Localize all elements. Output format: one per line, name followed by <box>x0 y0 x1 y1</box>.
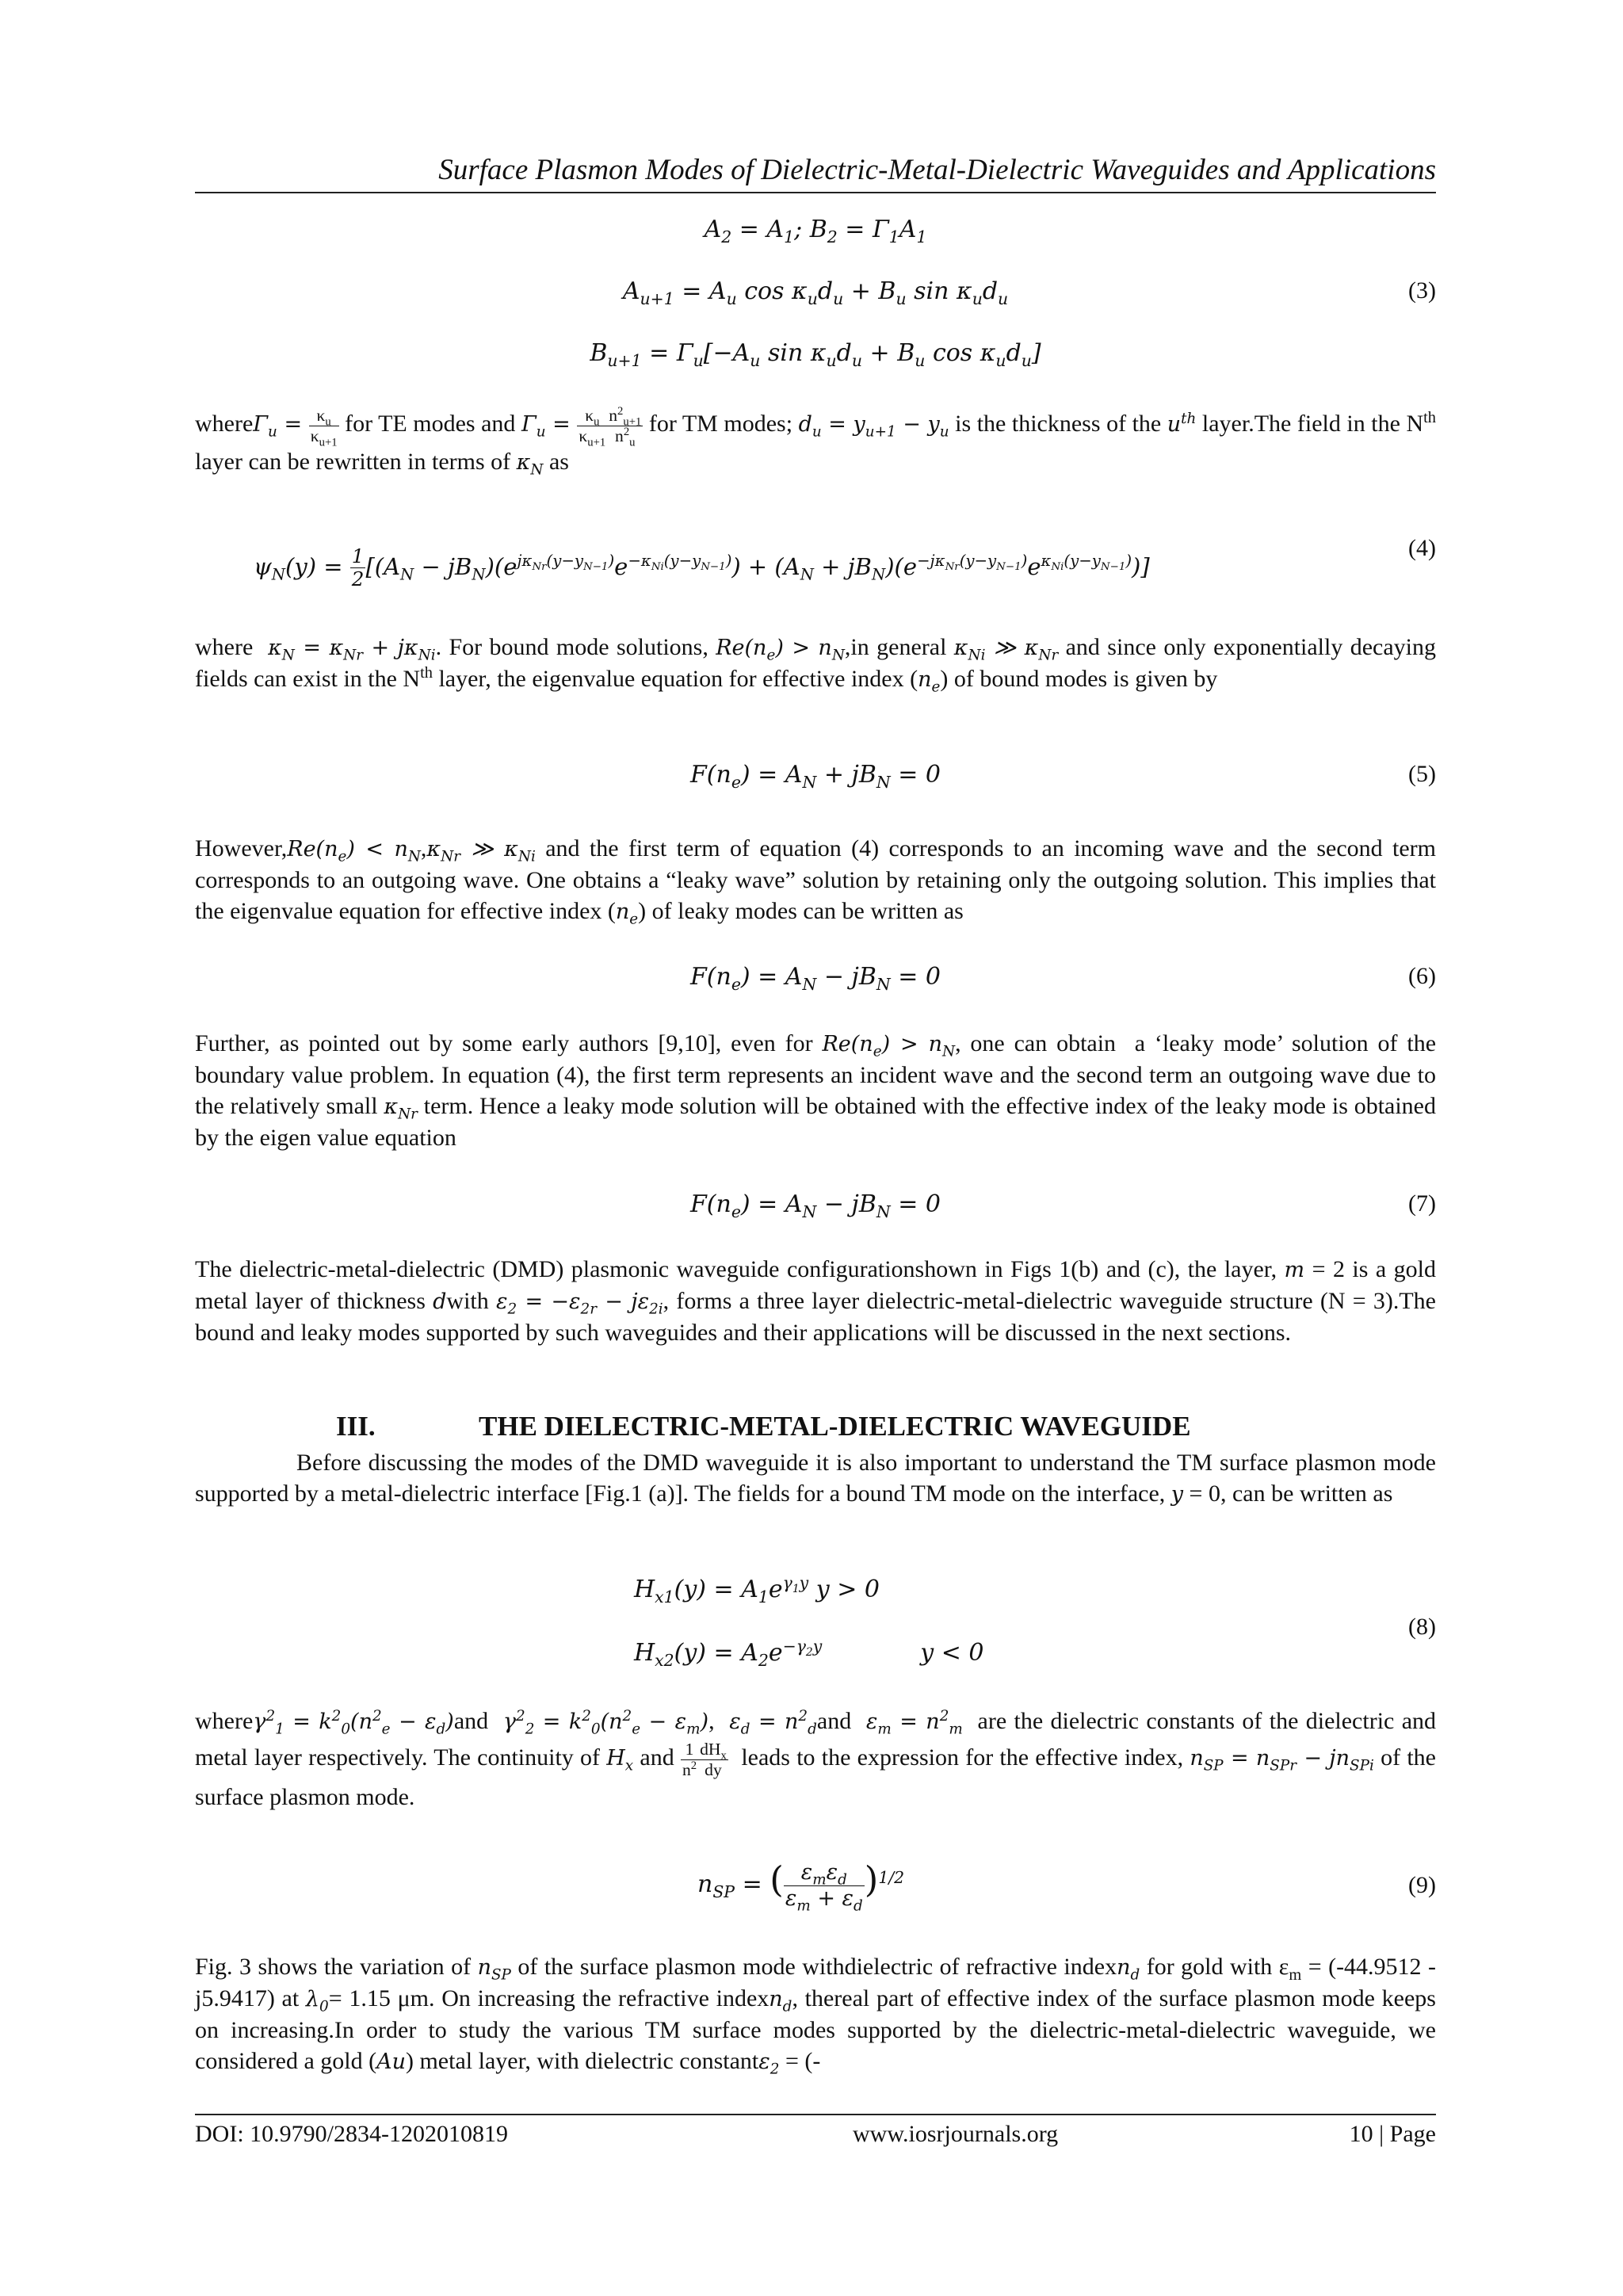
footer-site-link[interactable]: www.iosrjournals.org <box>853 2121 1059 2147</box>
paragraph-before: Before discussing the modes of the DMD waveguide it is also important to understand the TM surface plasmon mode supported by a metal-dielectric interface [Fig.1 (a)]. The fields for a bound TM mode on the interface, y = 0, can be written as <box>195 1450 1436 1507</box>
equation-number-5: (5) <box>1408 761 1436 787</box>
equation-5: $F(n_e) = A_N + jB_N = 0$ <box>689 761 941 792</box>
equation-number-9: (9) <box>1408 1872 1436 1898</box>
paragraph-further: Further, as pointed out by some early authors [9,10], even for $Re(n_e) > n_N$, one can obtain a ‘leaky mode’ solution of the boundary value problem. In equation (4), the first term represents an incident wave and the second term an outgoing wave due to the relatively small $\kappa_{Nr}$ term. Hence a leaky mode solution will be obtained with the effective index of the leaky mode is obtained by the eigen value equation <box>195 1030 1437 1151</box>
paragraph-fig3: Fig. 3 shows the variation of $n_{SP}$ of the surface plasmon mode withdielectric of refractive indexn$_d$ for gold with $\varepsilon_m = (-44.9512$ -j5.9417) at $\lambda_0= 1.15$ μm. On increasing the refractive indexn$_d$, thereal part of effective index of the surface plasmon mode keeps on increasing.In order to study the various TM surface modes supported by the dielectric-metal-dielectric waveguide, we considered a gold (Au) metal layer, with dielectric constantε$_2$ = (- <box>195 1954 1437 2078</box>
paragraph-dmd: The dielectric-metal-dielectric (DMD) plasmonic waveguide configurationshown in Figs 1(b) and (c), the layer, m = 2 is a gold metal layer of thickness dwith $\varepsilon_2 = -\varepsilon_{2r} - j\varepsilon_{2i}$, forms a three layer dielectric-metal-dielectric waveguide structure (N = 3).The bound and leaky modes supported by such waveguides and their applications will be discussed in the next sections. <box>195 1256 1437 1346</box>
equation-number-6: (6) <box>1408 963 1436 989</box>
equation-number-3: (3) <box>1408 277 1436 304</box>
footer-rule <box>195 2114 1436 2115</box>
paragraph-where-gamma1: whereγ$^2_1$ = $k^2_0(n^2_e - \varepsilon_d)and$ $\gamma^2_2 = k^2_0(n^2_e - \varepsilon_m)$, $\varepsilon_d = n^2_dand$ $\varepsilon_m = n^2_m$ are the dielectric constants of the dielectric and metal layer respectively. The continuity of $H_x$ and $\frac{1}{n^2}$ $\frac{dH_x}{dy}$ leads to the expression for the effective index, $n_{SP} = n_{SPr} - jn_{SPi}$ of the surface plasmon mode. <box>195 1708 1437 1810</box>
equation-6: $F(n_e) = A_N - jB_N = 0$ <box>689 963 941 994</box>
equation-9: $n_{SP}$ = ( $\frac{\varepsilon_m\varepsilon_d}{\varepsilon_m + \varepsilon_d}$ )$^{1/2}$ <box>697 1859 905 1914</box>
paragraph-where-gamma: whereΓ$_u$ = $\frac{\kappa_u}{\kappa_{u+1}}$ for TE modes and $\Gamma_u$ = $\frac{\kappa_u}{\kappa_{u+1}}$ $\frac{n^2_{u+1}}{n^2_u}$ for TM modes; $d_u = y_{u+1} - y_u$ is the thickness of the $u^{th}$ layer.The field in the $N^{th}$ layer can be rewritten in terms of $\kappa_N$ as <box>195 404 1436 479</box>
running-header: Surface Plasmon Modes of Dielectric-Metal-Dielectric Waveguides and Applications <box>195 153 1436 193</box>
equation-3-line-2: $A_{u+1} = A_u$ $\cos \kappa_ud_u + B_u$ $\sin \kappa_ud_u$ <box>622 277 1009 308</box>
equation-number-7: (7) <box>1408 1190 1436 1217</box>
equation-7: $F(n_e) = A_N - jB_N = 0$ <box>689 1190 941 1221</box>
equation-8-line-2: $H_{x2}(y) = A_2e^{-\gamma_2y}$ y < 0 <box>634 1637 984 1670</box>
footer-page-number: 10 | Page <box>1349 2121 1436 2147</box>
equation-8-line-1: $H_{x1}(y) = A_1e^{\gamma_1y}$ y > 0 <box>634 1573 880 1606</box>
paragraph-however: $However,Re(n_e) < n_N,\kappa_{Nr}$ ≫ $\kappa_{Ni}$ and the first term of equation (4) corresponds to an incoming wave and the second term corresponds to an outgoing wave. One obtains a “leaky wave” solution by retaining only the outgoing solution. This implies that the eigenvalue equation for effective index $(n_e)$ of leaky modes can be written as <box>195 835 1436 928</box>
equation-number-4: (4) <box>1408 535 1436 561</box>
equation-3-line-1: $A_2 = A_1$; $B_2 = \Gamma_1A_1$ <box>704 216 927 246</box>
section-title: THE DIELECTRIC-METAL-DIELECTRIC WAVEGUIDE <box>479 1411 1191 1442</box>
paragraph-where-kappa: where $\kappa_N = \kappa_{Nr} + j\kappa_{Ni}$. For bound mode solutions, $Re(n_e) > n_N,in$ general $\kappa_{Ni}$ ≫ $\kappa_{Nr}$ and since only exponentially decaying fields can exist in the $N^{th}$ layer, the eigenvalue equation for effective index $(n_e)$ of bound modes is given by <box>195 634 1437 696</box>
section-number: III. <box>336 1411 376 1442</box>
footer-doi: DOI: 10.9790/2834-1202010819 <box>195 2121 508 2147</box>
equation-3-line-3: $B_{u+1} = \Gamma_u[-A_u$ $\sin \kappa_ud_u + B_u$ $\cos \kappa_ud_u$] <box>590 339 1041 370</box>
equation-number-8: (8) <box>1408 1614 1436 1640</box>
equation-4: $\psi_N(y)$ = $\frac{1}{2}$ $[(A_N - jB_N)(e^{j\kappa_{Nr}(y-y_{N-1})}e^{-\kappa_{Ni}(y-y_{N-1})}) + (A_N + jB_N)(e^{-j\kappa_{Nr}(y-y_{N-1})}e^{\kappa_{Ni}(y-y_{N-1})})]$ <box>254 544 1150 591</box>
